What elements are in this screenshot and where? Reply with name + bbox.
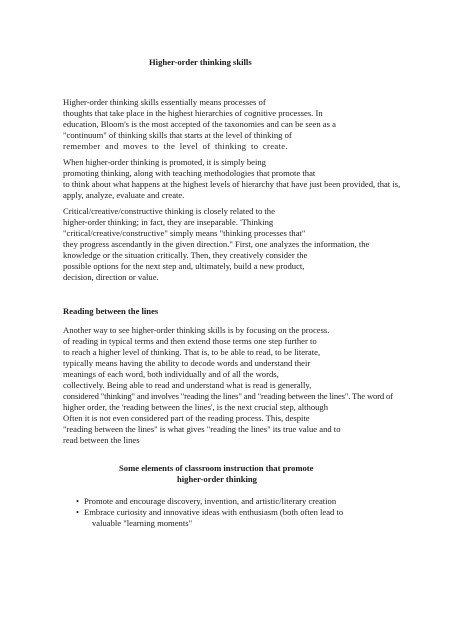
paragraph-line: possible options for the next step and, ultimately, build a new product, bbox=[63, 261, 305, 271]
paragraph-line: thoughts that take place in the highest hierarchies of cognitive processes. In bbox=[63, 108, 323, 118]
paragraph-line: considered "thinking" and involves "reading the lines" and "reading between the lines". The word of bbox=[63, 391, 393, 401]
paragraph-line: meanings of each word, both individually and of all the words, bbox=[63, 369, 279, 379]
paragraph-line: Another way to see higher-order thinking skills is by focusing on the process. bbox=[63, 325, 330, 335]
document-title: Higher-order thinking skills bbox=[149, 57, 252, 67]
paragraph-line: When higher-order thinking is promoted, it is simply being bbox=[63, 157, 266, 167]
paragraph-line: "continuum" of thinking skills that starts at the level of thinking of bbox=[63, 130, 292, 140]
paragraph-line: higher-order thinking; in fact, they are inseparable. 'Thinking bbox=[63, 217, 274, 227]
section-heading: Reading between the lines bbox=[63, 306, 159, 316]
paragraph-line: apply, analyze, evaluate and create. bbox=[63, 190, 185, 200]
paragraph-line: knowledge or the situation critically. Then, they creatively consider the bbox=[63, 250, 308, 260]
section-heading: Some elements of classroom instruction that promote bbox=[119, 463, 314, 473]
paragraph-line: Critical/creative/constructive thinking is closely related to the bbox=[63, 206, 275, 216]
bullet-icon: • bbox=[76, 496, 80, 506]
paragraph-line: read between the lines bbox=[63, 435, 140, 445]
section-heading: higher-order thinking bbox=[177, 474, 257, 484]
paragraph-line: remember and moves to the level of thinking to create. bbox=[63, 141, 288, 151]
paragraph-line: to reach a higher level of thinking. That is, to be able to read, to be literate, bbox=[63, 347, 321, 357]
paragraph-line: Higher-order thinking skills essentially means processes of bbox=[63, 97, 266, 107]
bullet-item: Promote and encourage discovery, invention, and artistic/literary creation bbox=[84, 496, 337, 506]
paragraph-line: to think about what happens at the highest levels of hierarchy that have just been provided, that is, bbox=[63, 179, 401, 189]
paragraph-line: education, Bloom's is the most accepted of the taxonomies and can be seen as a bbox=[63, 119, 336, 129]
paragraph-line: collectively. Being able to read and understand what is read is generally, bbox=[63, 380, 312, 390]
paragraph-line: "reading between the lines" is what gives "reading the lines" its true value and to bbox=[63, 424, 341, 434]
paragraph-line: they progress ascendantly in the given direction." First, one analyzes the information, the bbox=[63, 239, 370, 249]
paragraph-line: "critical/creative/constructive" simply means "thinking processes that" bbox=[63, 228, 306, 238]
paragraph-line: of reading in typical terms and then extend those terms one step further to bbox=[63, 336, 317, 346]
paragraph-line: decision, direction or value. bbox=[63, 272, 159, 282]
paragraph-line: Often it is not even considered part of the reading process. This, despite bbox=[63, 413, 310, 423]
bullet-item-continuation: valuable "learning moments" bbox=[92, 518, 193, 528]
bullet-item: Embrace curiosity and innovative ideas with enthusiasm (both often lead to bbox=[84, 507, 344, 517]
paragraph-line: typically means having the ability to decode words and understand their bbox=[63, 358, 311, 368]
paragraph-line: promoting thinking, along with teaching methodologies that promote that bbox=[63, 168, 316, 178]
paragraph-line: higher order, the 'reading between the lines', is the next crucial step, although bbox=[63, 402, 329, 412]
bullet-icon: • bbox=[76, 507, 80, 517]
